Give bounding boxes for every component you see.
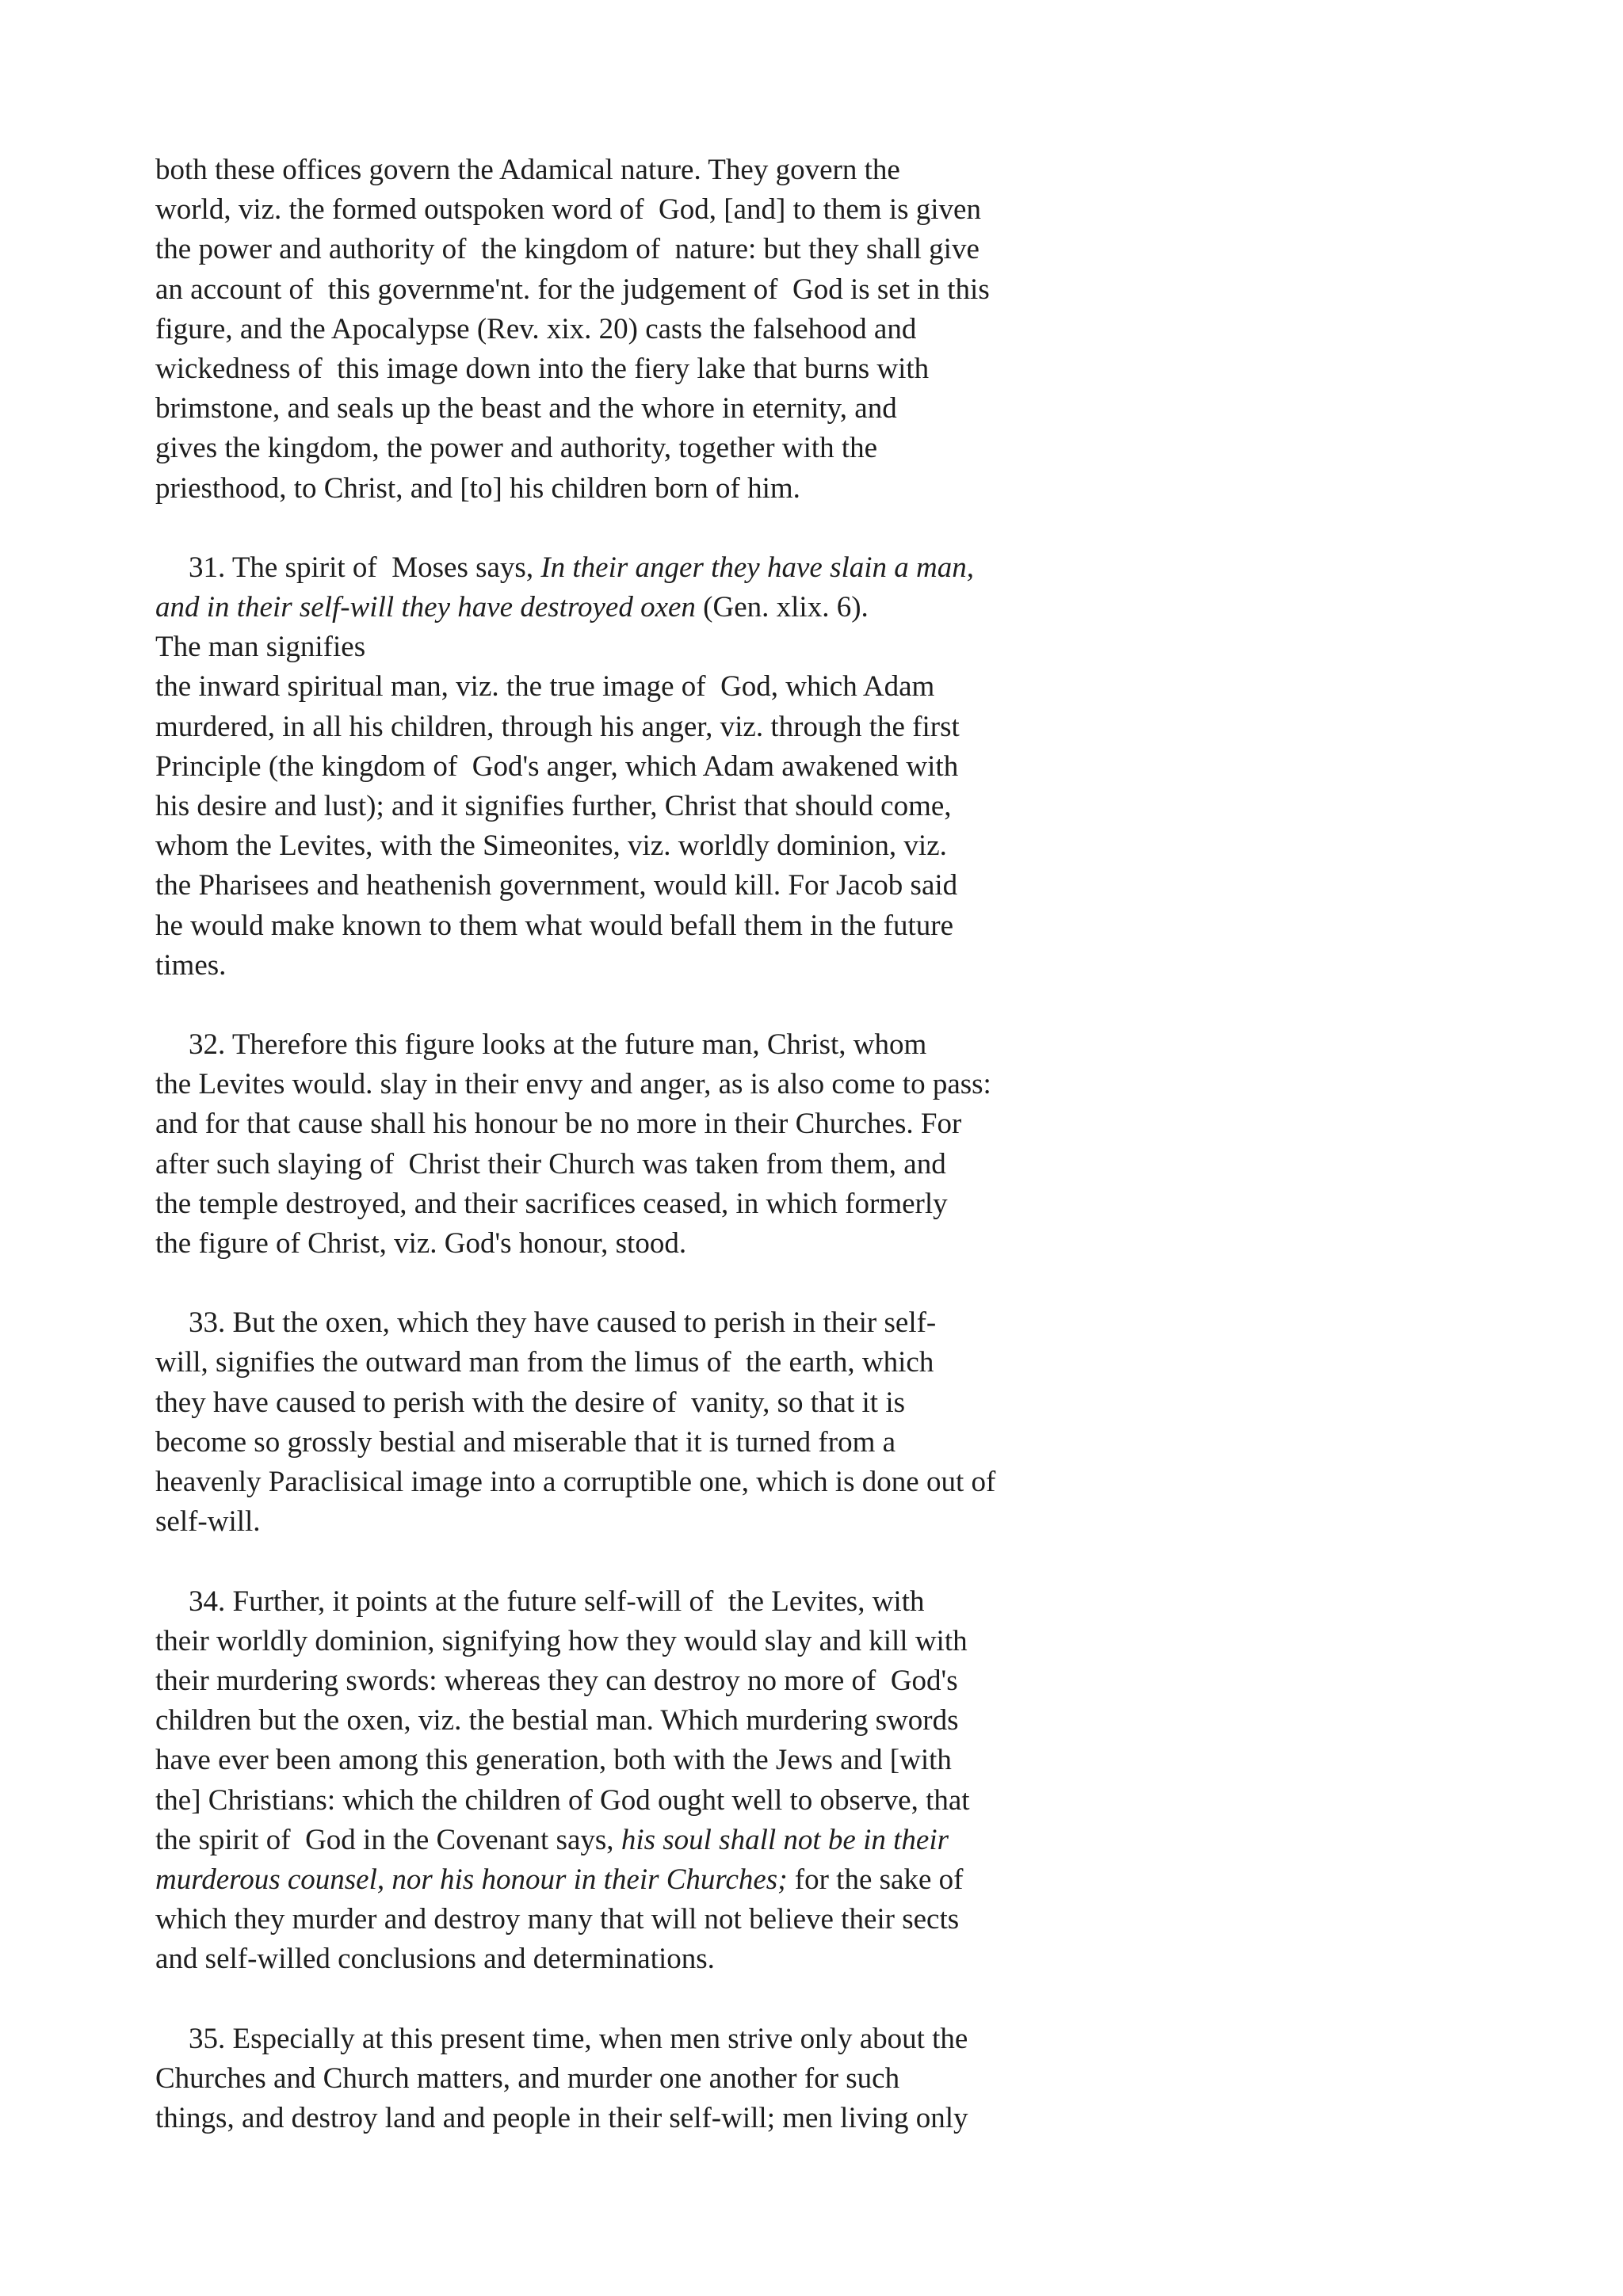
text-span: both these offices govern the Adamical nature. They govern the [155, 154, 900, 186]
text-line [155, 787, 1154, 826]
text-line [155, 1423, 1154, 1463]
text-span: world, viz. the formed outspoken word of God, [and] to them is given [155, 193, 981, 227]
text-span: have ever been among this generation, both with the Jews and [with [155, 1744, 952, 1777]
text-line [155, 627, 1154, 667]
text-span: his desire and lust); and it signifies further, Christ that should come, [155, 790, 952, 823]
document-page [155, 151, 1154, 2178]
text-line [155, 310, 1154, 349]
text-line [155, 389, 1154, 429]
italic-quote: his soul shall not be in their [621, 1823, 949, 1856]
text-line [155, 190, 1154, 230]
text-span: (Gen. xlix. 6). [695, 591, 869, 624]
text-line [155, 2099, 1154, 2138]
text-line [155, 429, 1154, 468]
text-span: 34. Further, it points at the future self-will of the Levites, with [189, 1585, 925, 1618]
text-line [155, 1224, 1154, 1264]
paragraph-34 [155, 1582, 1154, 1980]
text-span: heavenly Paraclisical image into a corruptible one, which is done out of [155, 1466, 996, 1499]
text-line [155, 1821, 1154, 1860]
text-span: and for that cause shall his honour be no more in their Churches. For [155, 1108, 962, 1141]
text-span: things, and destroy land and people in their self-will; men living only [155, 2101, 968, 2134]
text-line [155, 1184, 1154, 1224]
text-span: their murdering swords: whereas they can destroy no more of God's [155, 1664, 958, 1697]
text-span: the] Christians: which the children of God ought well to observe, that [155, 1783, 970, 1817]
text-line [155, 1025, 1154, 1065]
text-line [155, 270, 1154, 310]
text-span: become so grossly bestial and miserable that it is turned from a [155, 1425, 896, 1459]
text-span: 32. Therefore this figure looks at the future man, Christ, whom [189, 1028, 927, 1062]
text-line [155, 151, 1154, 190]
text-span: times. [155, 948, 227, 982]
text-line [155, 1343, 1154, 1383]
text-span: 33. But the oxen, which they have caused to perish in their self- [189, 1306, 937, 1340]
text-line [155, 826, 1154, 866]
text-line [155, 1900, 1154, 1939]
text-line [155, 1741, 1154, 1780]
text-span: will, signifies the outward man from the limus of the earth, which [155, 1346, 934, 1379]
text-span: which they murder and destroy many that will not believe their sects [155, 1903, 960, 1936]
text-line [155, 588, 1154, 627]
text-line [155, 906, 1154, 946]
text-line [155, 349, 1154, 389]
text-line [155, 946, 1154, 986]
text-line [155, 1622, 1154, 1661]
text-line [155, 1582, 1154, 1622]
italic-quote: and in their self-will they have destroyed oxen [155, 591, 696, 624]
text-line [155, 667, 1154, 707]
text-line [155, 1104, 1154, 1144]
text-span: wickedness of this image down into the fiery lake that burns with [155, 353, 930, 386]
paragraph [155, 151, 1154, 509]
text-span: after such slaying of Christ their Church was taken from them, and [155, 1147, 946, 1180]
text-span: 31. The spirit of Moses says, [189, 551, 541, 584]
text-span: The man signifies [155, 631, 366, 664]
text-span: whom the Levites, with the Simeonites, viz. worldly dominion, viz. [155, 830, 947, 863]
text-span: murdered, in all his children, through his anger, viz. through the first [155, 710, 960, 743]
text-span: gives the kingdom, the power and authority, together with the [155, 432, 878, 465]
text-span: the inward spiritual man, viz. the true image of God, which Adam [155, 670, 935, 704]
text-line [155, 2059, 1154, 2099]
text-span: brimstone, and seals up the beast and the whore in eternity, and [155, 392, 897, 425]
text-line [155, 1463, 1154, 1502]
text-line [155, 2019, 1154, 2059]
text-line [155, 230, 1154, 269]
text-span: the temple destroyed, and their sacrifices ceased, in which formerly [155, 1187, 948, 1220]
text-span: they have caused to perish with the desire of vanity, so that it is [155, 1386, 906, 1419]
text-span: for the sake of [787, 1863, 964, 1896]
text-span: their worldly dominion, signifying how they would slay and kill with [155, 1624, 968, 1657]
text-line [155, 1661, 1154, 1701]
text-span: the power and authority of the kingdom of nature: but they shall give [155, 233, 980, 266]
text-span: an account of this governme'nt. for the judgement of God is set in this [155, 273, 990, 306]
text-span: he would make known to them what would befall them in the future [155, 909, 953, 942]
text-line [155, 1383, 1154, 1423]
text-line [155, 1939, 1154, 1979]
text-span: priesthood, to Christ, and [to] his children born of him. [155, 471, 800, 505]
text-span: 35. Especially at this present time, when men strive only about the [189, 2022, 968, 2055]
paragraph-35 [155, 2019, 1154, 2139]
text-line [155, 469, 1154, 509]
text-span: Principle (the kingdom of God's anger, which Adam awakened with [155, 749, 959, 783]
text-line [155, 548, 1154, 588]
text-span: children but the oxen, viz. the bestial man. Which murdering swords [155, 1704, 959, 1737]
italic-quote: In their anger they have slain a man, [540, 551, 974, 584]
text-span: the figure of Christ, viz. God's honour, stood. [155, 1227, 687, 1261]
text-line [155, 1502, 1154, 1542]
paragraph-31 [155, 548, 1154, 986]
text-span: the Pharisees and heathenish government, would kill. For Jacob said [155, 869, 958, 902]
text-line [155, 1065, 1154, 1104]
text-line [155, 866, 1154, 906]
text-line [155, 1303, 1154, 1343]
text-line [155, 1781, 1154, 1821]
text-line [155, 707, 1154, 747]
text-line [155, 1145, 1154, 1184]
text-span: the spirit of God in the Covenant says, [155, 1823, 621, 1856]
text-span: self-will. [155, 1505, 261, 1539]
paragraph-33 [155, 1303, 1154, 1542]
paragraph-32 [155, 1025, 1154, 1264]
text-span: figure, and the Apocalypse (Rev. xix. 20) casts the falsehood and [155, 312, 917, 345]
text-span: Churches and Church matters, and murder one another for such [155, 2061, 900, 2095]
text-line [155, 1701, 1154, 1741]
text-span: the Levites would. slay in their envy and anger, as is also come to pass: [155, 1068, 991, 1101]
text-span: and self-willed conclusions and determinations. [155, 1943, 715, 1976]
text-line [155, 1860, 1154, 1900]
italic-quote: murderous counsel, nor his honour in their Churches; [155, 1863, 788, 1896]
text-line [155, 747, 1154, 787]
